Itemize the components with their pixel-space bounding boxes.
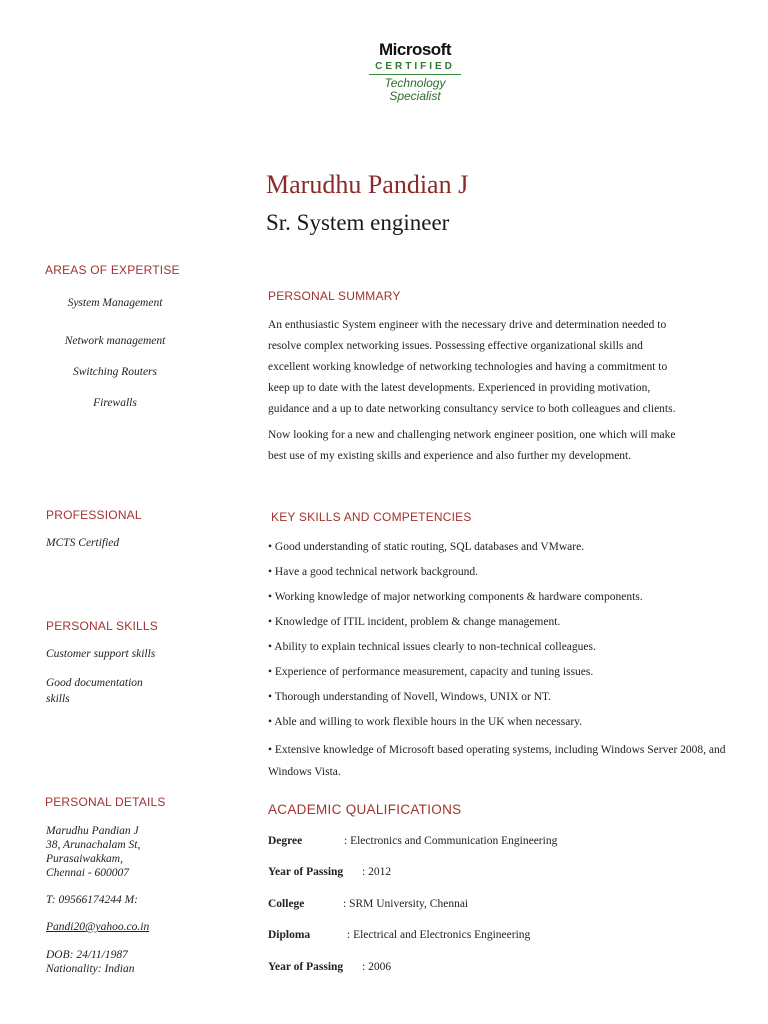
date-of-birth: DOB: 24/11/1987: [46, 949, 128, 961]
summary-paragraph-2: [268, 425, 733, 467]
academic-value: : Electronics and Communication Engineering: [344, 835, 558, 847]
summary-line: excellent working knowledge of networking technologies and having a commitment to: [268, 361, 668, 373]
skill-bullet: • Knowledge of ITIL incident, problem & change management.: [268, 616, 561, 628]
email-link[interactable]: Pandi20@yahoo.co.in: [46, 921, 150, 933]
logo-rule: [369, 74, 461, 75]
academic-row: [268, 866, 391, 878]
address-line: Marudhu Pandian J: [46, 825, 139, 837]
academic-label: Year of Passing: [268, 961, 344, 973]
academic-row: [268, 961, 391, 973]
skill-bullet: • Ability to explain technical issues clearly to non-technical colleagues.: [268, 641, 596, 653]
phone-number: T: 09566174244 M:: [46, 894, 138, 906]
academic-value: : Electrical and Electronics Engineering: [347, 929, 531, 941]
summary-line: keep up to date with the latest developments. Experienced in providing motivation,: [268, 382, 651, 394]
nationality: Nationality: Indian: [46, 963, 135, 975]
job-title: Sr. System engineer: [266, 210, 450, 235]
expertise-item: System Management: [67, 297, 163, 309]
academic-row: [268, 835, 557, 847]
summary-line: An enthusiastic System engineer with the necessary drive and determination needed to: [268, 319, 667, 331]
academic-value: : 2012: [362, 866, 392, 878]
academic-label: College: [268, 898, 305, 910]
skill-bullet: • Extensive knowledge of Microsoft based operating systems, including Windows Server 2008, and Windows Vista.: [268, 744, 726, 778]
address-line: Chennai - 600007: [46, 867, 130, 879]
professional-heading: PROFESSIONAL: [46, 508, 142, 522]
summary-line: best use of my existing skills and experience and also further my development.: [268, 450, 632, 462]
academic-row: [268, 898, 468, 910]
personal-details-heading: PERSONAL DETAILS: [45, 795, 166, 809]
logo-certified: CERTIFIED: [375, 61, 455, 72]
academic-value: : SRM University, Chennai: [343, 898, 469, 910]
skill-bullet: • Thorough understanding of Novell, Windows, UNIX or NT.: [268, 691, 552, 703]
expertise-heading: AREAS OF EXPERTISE: [45, 263, 180, 277]
logo-technology: Technology: [384, 76, 446, 90]
expertise-item: Switching Routers: [72, 366, 157, 378]
skill-bullet: • Good understanding of static routing, SQL databases and VMware.: [268, 541, 585, 553]
professional-cert: MCTS Certified: [46, 537, 120, 549]
skill-item: Customer support skills: [46, 648, 156, 660]
summary-line: Now looking for a new and challenging network engineer position, one which will make: [268, 429, 676, 441]
address-line: 38, Arunachalam St,: [46, 839, 141, 851]
microsoft-certified-logo: [350, 40, 480, 103]
skill-bullet: • Experience of performance measurement, capacity and tuning issues.: [268, 666, 594, 678]
address-block: [46, 824, 140, 880]
summary-line: guidance and a up to date networking consultancy service to both colleagues and clients.: [268, 403, 676, 415]
academic-label: Year of Passing: [268, 866, 344, 878]
skill-bullet: • Have a good technical network background.: [268, 566, 478, 578]
summary-heading: PERSONAL SUMMARY: [268, 289, 401, 303]
key-skills-heading: KEY SKILLS AND COMPETENCIES: [271, 510, 472, 524]
academic-heading: ACADEMIC QUALIFICATIONS: [268, 802, 462, 817]
academic-row: [268, 929, 530, 941]
skill-bullet: • Working knowledge of major networking components & hardware components.: [268, 591, 643, 603]
skill-item: skills: [46, 693, 70, 705]
candidate-name: Marudhu Pandian J: [266, 170, 469, 199]
academic-label: Diploma: [268, 929, 311, 941]
academic-label: Degree: [268, 835, 303, 847]
expertise-item: Firewalls: [93, 397, 137, 409]
address-line: Purasaiwakkam,: [46, 853, 123, 865]
summary-paragraph: [268, 315, 733, 420]
academic-value: : 2006: [362, 961, 392, 973]
logo-brand: Microsoft: [379, 40, 451, 59]
summary-line: resolve complex networking issues. Possessing effective organizational skills and: [268, 340, 643, 352]
personal-skills-heading: PERSONAL SKILLS: [46, 619, 158, 633]
expertise-item: Network management: [64, 335, 166, 347]
skill-bullet: • Able and willing to work flexible hours in the UK when necessary.: [268, 716, 583, 728]
skill-item: Good documentation: [46, 677, 143, 689]
logo-specialist: Specialist: [389, 89, 441, 103]
